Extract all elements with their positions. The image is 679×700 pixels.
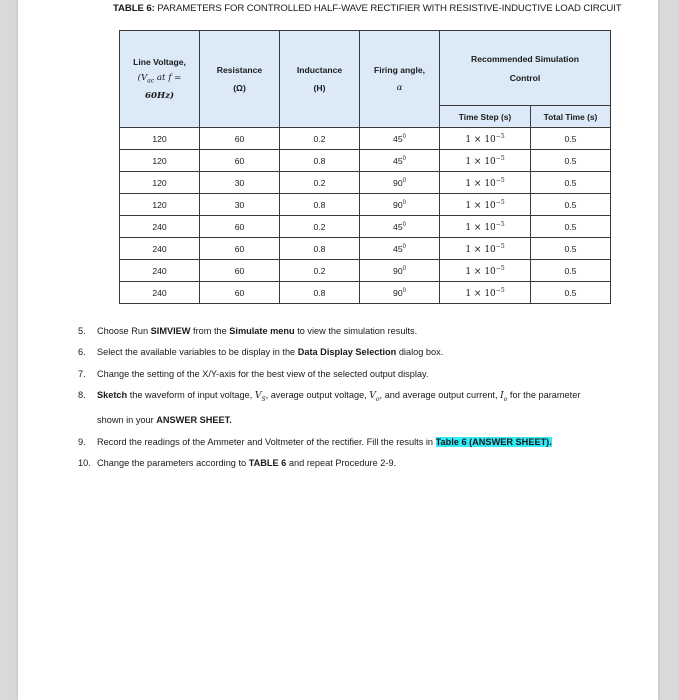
cell-resistance: 30: [200, 172, 280, 194]
symbol-subscript: o: [375, 396, 380, 404]
time-step-base: 1 × 10: [465, 200, 496, 211]
time-step-exponent: −5: [495, 286, 505, 294]
time-step-base: 1 × 10: [465, 134, 496, 145]
time-step-base: 1 × 10: [465, 288, 496, 299]
header-recommended: [440, 31, 611, 106]
cell-total-time: 0.5: [531, 238, 611, 260]
time-step-exponent: −5: [495, 132, 505, 140]
step-8-continued: [78, 410, 668, 431]
step-text: Select the available variables to be display in the: [97, 347, 298, 358]
time-step-exponent: −5: [495, 242, 505, 250]
header-resistance-label: Resistance: [216, 65, 263, 75]
cell-voltage: 240: [120, 216, 200, 238]
step-bold: Data Display Selection: [297, 347, 397, 358]
cell-firing-angle: [360, 282, 440, 304]
time-step-base: 1 × 10: [465, 244, 496, 255]
document-page: [18, 0, 658, 700]
cell-time-step: [440, 282, 531, 304]
cell-voltage: 120: [120, 150, 200, 172]
step-bold: SIMVIEW: [150, 326, 191, 336]
vac-subscript: ac: [147, 77, 155, 85]
cell-inductance: 0.2: [280, 216, 360, 238]
cell-firing-angle: [360, 194, 440, 216]
step-text: Change the setting of the X/Y-axis for the best view of the selected output display.: [97, 368, 429, 379]
cell-firing-angle: [360, 238, 440, 260]
cell-inductance: 0.8: [280, 150, 360, 172]
cell-inductance: 0.2: [280, 260, 360, 282]
cell-voltage: 240: [120, 238, 200, 260]
step-bold: Simulate menu: [229, 326, 295, 336]
symbol-letter: V: [369, 390, 376, 402]
cell-voltage: 120: [120, 194, 200, 216]
step-text: dialog box.: [396, 347, 444, 358]
header-resistance: [200, 31, 280, 128]
step-9: [78, 432, 668, 453]
angle-value: 45: [393, 243, 403, 254]
cell-voltage: 240: [120, 260, 200, 282]
caption-title: PARAMETERS FOR CONTROLLED HALF-WAVE RECTIFIER WITH RESISTIVE-INDUCTIVE LOAD CIRCUIT: [157, 3, 622, 14]
step-text: to view the simulation results.: [294, 326, 418, 336]
degree-mark: 0: [402, 199, 406, 206]
time-step-base: 1 × 10: [465, 178, 496, 189]
cell-inductance: 0.8: [280, 238, 360, 260]
degree-mark: 0: [402, 155, 406, 162]
table-row: [120, 260, 611, 282]
degree-mark: 0: [402, 177, 406, 184]
cell-resistance: 60: [200, 216, 280, 238]
header-firing-angle-label: Firing angle,: [373, 65, 426, 75]
cell-resistance: 60: [200, 150, 280, 172]
time-step-base: 1 × 10: [465, 266, 496, 277]
cell-resistance: 60: [200, 260, 280, 282]
alpha-symbol: α: [396, 83, 403, 93]
vac-symbol: (V: [137, 73, 148, 84]
step-number: 8.: [78, 390, 86, 401]
cell-total-time: 0.5: [531, 260, 611, 282]
time-step-base: 1 × 10: [465, 156, 496, 167]
step-10: [78, 453, 668, 474]
time-step-exponent: −5: [495, 220, 505, 228]
cell-time-step: [440, 216, 531, 238]
header-inductance: [280, 31, 360, 128]
cell-time-step: [440, 172, 531, 194]
header-line-voltage: [120, 31, 200, 128]
table-row: [120, 150, 611, 172]
cell-total-time: 0.5: [531, 282, 611, 304]
cell-firing-angle: [360, 172, 440, 194]
step-text: the waveform of input voltage,: [127, 390, 255, 401]
step-number: 10.: [78, 458, 91, 469]
cell-resistance: 60: [200, 282, 280, 304]
header-time-step: Time Step (s): [440, 106, 531, 128]
angle-value: 90: [393, 287, 403, 298]
header-line-voltage-math: [120, 73, 199, 85]
symbol-subscript: o: [503, 396, 508, 404]
step-number: 6.: [78, 347, 86, 358]
cell-time-step: [440, 150, 531, 172]
step-6: [78, 342, 668, 363]
cell-inductance: 0.2: [280, 172, 360, 194]
cell-total-time: 0.5: [531, 128, 611, 150]
time-step-exponent: −5: [495, 176, 505, 184]
table-caption: [113, 3, 622, 14]
angle-value: 90: [393, 177, 403, 188]
step-7: [78, 364, 668, 385]
time-step-exponent: −5: [495, 154, 505, 162]
symbol-subscript: S: [261, 396, 266, 404]
angle-value: 90: [393, 265, 403, 276]
step-number: 5.: [78, 326, 86, 336]
header-total-time: Total Time (s): [531, 106, 611, 128]
angle-value: 90: [393, 199, 403, 210]
cell-total-time: 0.5: [531, 150, 611, 172]
cell-inductance: 0.8: [280, 282, 360, 304]
time-step-base: 1 × 10: [465, 222, 496, 233]
vo-symbol: [369, 390, 380, 404]
cell-total-time: 0.5: [531, 216, 611, 238]
cell-inductance: 0.2: [280, 128, 360, 150]
cell-total-time: 0.5: [531, 172, 611, 194]
time-step-exponent: −5: [495, 198, 505, 206]
header-frequency: 60Hz): [144, 90, 175, 101]
table-row: [120, 216, 611, 238]
cell-voltage: 120: [120, 128, 200, 150]
degree-mark: 0: [402, 133, 406, 140]
step-text: and repeat Procedure 2-9.: [286, 458, 397, 469]
highlighted-reference: Table 6 (ANSWER SHEET).: [435, 436, 552, 447]
step-text: Choose Run: [97, 326, 151, 336]
table-row: [120, 282, 611, 304]
cell-time-step: [440, 238, 531, 260]
step-text: , average output voltage,: [265, 390, 370, 401]
header-line-voltage-label: Line Voltage,: [133, 57, 186, 68]
step-8: [78, 385, 668, 410]
table-row: [120, 128, 611, 150]
step-number: 9.: [78, 436, 86, 447]
step-bold: ANSWER SHEET.: [156, 415, 232, 426]
cell-resistance: 60: [200, 238, 280, 260]
header-inductance-unit: (H): [313, 83, 326, 93]
step-text: Record the readings of the Ammeter and Voltmeter of the rectifier. Fill the results in: [97, 436, 436, 447]
header-resistance-unit: (Ω): [233, 83, 246, 93]
cell-firing-angle: [360, 216, 440, 238]
cell-resistance: 60: [200, 128, 280, 150]
time-step-exponent: −5: [495, 264, 505, 272]
table-row: [120, 238, 611, 260]
cell-inductance: 0.8: [280, 194, 360, 216]
cell-time-step: [440, 194, 531, 216]
table-row: [120, 194, 611, 216]
cell-voltage: 240: [120, 282, 200, 304]
procedure-steps: [78, 321, 668, 475]
step-text: Change the parameters according to: [97, 458, 249, 469]
header-firing-angle: [360, 31, 440, 128]
cell-firing-angle: [360, 260, 440, 282]
cell-total-time: 0.5: [531, 194, 611, 216]
step-bold: TABLE 6: [248, 458, 287, 469]
degree-mark: 0: [402, 265, 406, 272]
step-5: [78, 321, 668, 342]
symbol-letter: I: [500, 390, 504, 402]
step-text: for the parameter: [507, 390, 581, 401]
angle-value: 45: [393, 155, 403, 166]
vs-symbol: [254, 390, 266, 404]
table-row: [120, 172, 611, 194]
angle-value: 45: [393, 221, 403, 232]
cell-firing-angle: [360, 150, 440, 172]
angle-value: 45: [393, 133, 403, 144]
step-text: shown in your: [97, 415, 157, 426]
header-recommended-line2: Control: [509, 72, 541, 83]
header-recommended-line1: Recommended Simulation: [471, 53, 579, 64]
cell-voltage: 120: [120, 172, 200, 194]
caption-label: TABLE 6:: [113, 3, 155, 14]
step-text: , and average output current,: [379, 390, 501, 401]
degree-mark: 0: [402, 243, 406, 250]
parameters-table: [119, 30, 611, 304]
step-number: 7.: [78, 368, 86, 379]
vac-at-f: at f =: [154, 73, 182, 84]
cell-time-step: [440, 260, 531, 282]
cell-time-step: [440, 128, 531, 150]
step-text: from the: [190, 326, 230, 336]
cell-resistance: 30: [200, 194, 280, 216]
header-inductance-label: Inductance: [296, 65, 343, 75]
degree-mark: 0: [402, 287, 406, 294]
step-bold: Sketch: [97, 390, 128, 401]
cell-firing-angle: [360, 128, 440, 150]
degree-mark: 0: [402, 221, 406, 228]
symbol-letter: V: [254, 390, 262, 402]
